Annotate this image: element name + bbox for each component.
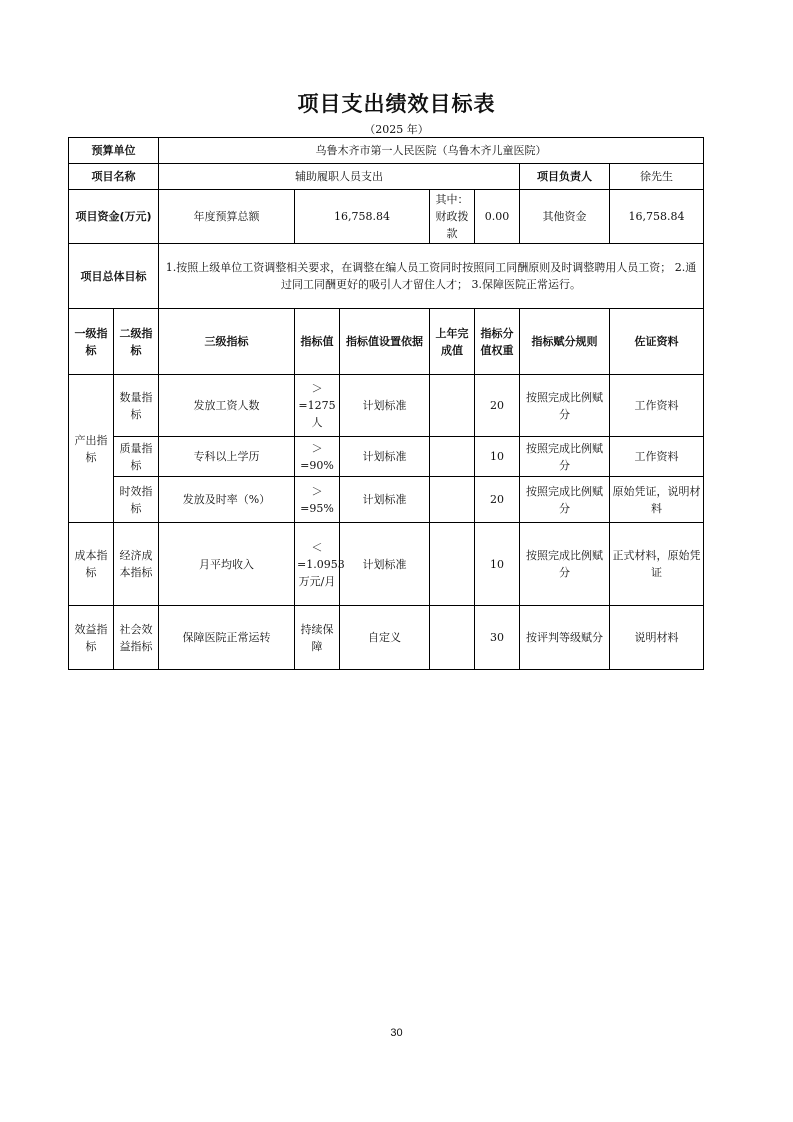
row-last — [430, 523, 475, 606]
row-weight: 20 — [475, 375, 520, 437]
row-l2: 质量指标 — [114, 437, 159, 477]
performance-table — [68, 137, 704, 670]
row-rule: 按照完成比例赋分 — [520, 477, 610, 523]
row-rule: 按照完成比例赋分 — [520, 375, 610, 437]
row-rule: 按照完成比例赋分 — [520, 437, 610, 477]
row-basis: 计划标准 — [340, 375, 430, 437]
row-weight: 30 — [475, 606, 520, 670]
row-value: ＜=1.0953万元/月 — [295, 523, 340, 606]
row-l2: 经济成本指标 — [114, 523, 159, 606]
row-basis: 计划标准 — [340, 437, 430, 477]
page-title: 项目支出绩效目标表 — [297, 92, 496, 116]
row-value: ＞=90% — [295, 437, 340, 477]
page-number: 30 — [390, 1027, 403, 1039]
unit-value: 乌鲁木齐市第一人民医院（乌鲁木齐儿童医院） — [159, 138, 704, 164]
row-basis: 计划标准 — [340, 477, 430, 523]
project-name-label: 项目名称 — [69, 164, 159, 190]
header-row — [69, 309, 704, 375]
unit-row — [69, 138, 704, 164]
row-l2: 社会效益指标 — [114, 606, 159, 670]
row-value: ＞=95% — [295, 477, 340, 523]
goal-value: 1.按照上级单位工资调整相关要求，在调整在编人员工资同时按照同工同酬原则及时调整聘用人员工资； 2.通过同工同酬更好的吸引人才留住人才； 3.保障医院正常运行。 — [159, 244, 704, 309]
row-value: 持续保障 — [295, 606, 340, 670]
group-cost: 成本指标 — [69, 523, 114, 606]
fiscal-label: 其中：财政拨款 — [430, 190, 475, 244]
row-evidence: 工作资料 — [610, 437, 704, 477]
header-value: 指标值 — [295, 309, 340, 375]
table-row — [69, 606, 704, 670]
unit-label: 预算单位 — [69, 138, 159, 164]
annual-label: 年度预算总额 — [159, 190, 295, 244]
row-l3: 发放工资人数 — [159, 375, 295, 437]
row-evidence: 工作资料 — [610, 375, 704, 437]
row-weight: 10 — [475, 437, 520, 477]
fund-row — [69, 190, 704, 244]
header-evidence: 佐证资料 — [610, 309, 704, 375]
row-evidence: 说明材料 — [610, 606, 704, 670]
header-level1: 一级指标 — [69, 309, 114, 375]
goal-row — [69, 244, 704, 309]
header-basis: 指标值设置依据 — [340, 309, 430, 375]
table-row — [69, 437, 704, 477]
group-benefit: 效益指标 — [69, 606, 114, 670]
owner-label: 项目负责人 — [520, 164, 610, 190]
row-last — [430, 437, 475, 477]
table-row — [69, 523, 704, 606]
goal-label: 项目总体目标 — [69, 244, 159, 309]
project-name-value: 辅助履职人员支出 — [159, 164, 520, 190]
owner-value: 徐先生 — [610, 164, 704, 190]
row-rule: 按评判等级赋分 — [520, 606, 610, 670]
row-l3: 专科以上学历 — [159, 437, 295, 477]
group-output: 产出指标 — [69, 375, 114, 523]
other-label: 其他资金 — [520, 190, 610, 244]
header-last-year: 上年完成值 — [430, 309, 475, 375]
row-basis: 自定义 — [340, 606, 430, 670]
row-rule: 按照完成比例赋分 — [520, 523, 610, 606]
table-row — [69, 477, 704, 523]
other-value: 16,758.84 — [610, 190, 704, 244]
header-weight: 指标分值权重 — [475, 309, 520, 375]
header-level3: 三级指标 — [159, 309, 295, 375]
row-l3: 发放及时率（%） — [159, 477, 295, 523]
row-evidence: 原始凭证，说明材料 — [610, 477, 704, 523]
row-last — [430, 375, 475, 437]
fiscal-value: 0.00 — [475, 190, 520, 244]
row-l2: 数量指标 — [114, 375, 159, 437]
fund-label: 项目资金(万元) — [69, 190, 159, 244]
row-last — [430, 477, 475, 523]
row-l3: 月平均收入 — [159, 523, 295, 606]
row-evidence: 正式材料，原始凭证 — [610, 523, 704, 606]
row-weight: 20 — [475, 477, 520, 523]
annual-value: 16,758.84 — [295, 190, 430, 244]
project-name-row — [69, 164, 704, 190]
row-basis: 计划标准 — [340, 523, 430, 606]
row-value: ＞=1275人 — [295, 375, 340, 437]
row-l2: 时效指标 — [114, 477, 159, 523]
row-l3: 保障医院正常运转 — [159, 606, 295, 670]
header-level2: 二级指标 — [114, 309, 159, 375]
header-rule: 指标赋分规则 — [520, 309, 610, 375]
year-label: （2025 年） — [364, 123, 429, 136]
table-row — [69, 375, 704, 437]
row-last — [430, 606, 475, 670]
row-weight: 10 — [475, 523, 520, 606]
